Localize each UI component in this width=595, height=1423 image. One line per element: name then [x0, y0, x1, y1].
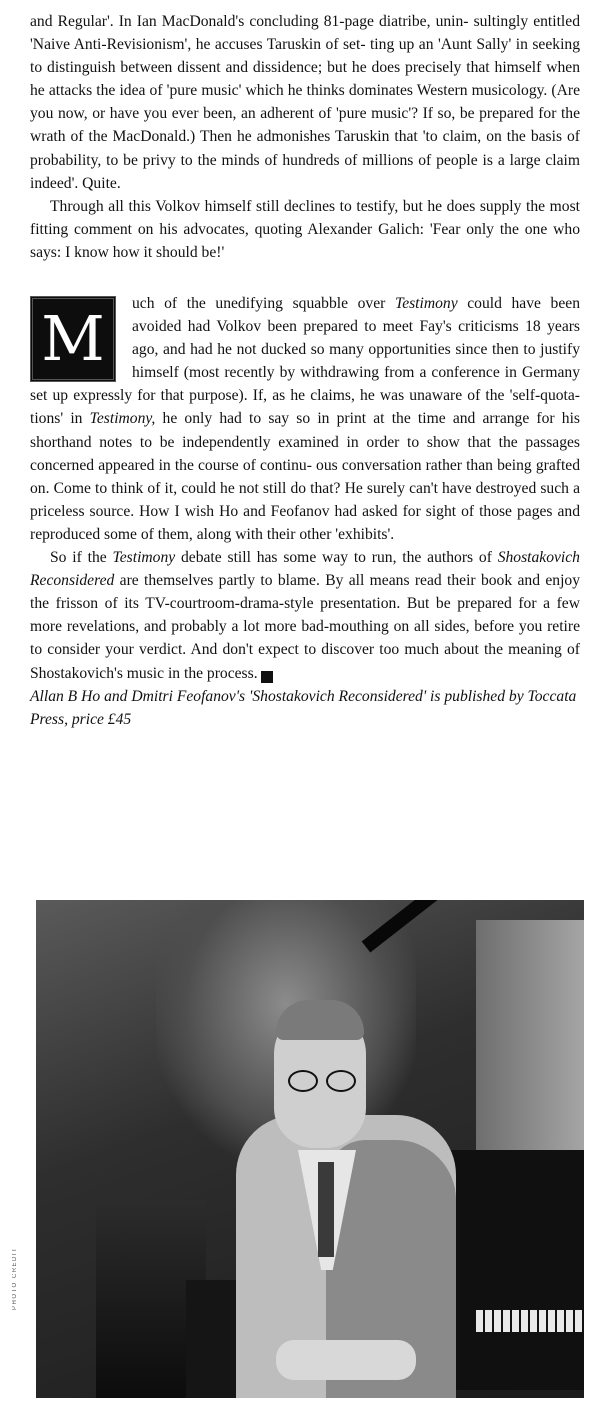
book-title: Testimony: [112, 549, 176, 567]
book-credit: Allan B Ho and Dmitri Feofanov's 'Shostakovich Reconsidered' is published by Toccata Press, price £45: [30, 687, 577, 728]
book-title: Testimony: [394, 295, 458, 312]
text-run: debate still has some way to run, the authors of: [175, 549, 498, 567]
photo-credit: PHOTO CREDIT: [12, 1246, 18, 1310]
paragraph: [30, 546, 580, 685]
photo-hair: [276, 1000, 364, 1040]
paragraph: and Regular'. In Ian MacDonald's concluding 81-page diatribe, unin- sultingly entitled 'Naive Anti-Revisionism', he accuses Taruskin of set- ting up an 'Aunt Sally' in seeking to distinguish between dissent and dissidence; but he does precisely that himself when he attacks the idea of 'pure music' which he thinks dominates Western musicology. (Are you now, or have you ever been, an adherent of 'pure music'? If so, be prepared for the wrath of the MacDonald.) Then he admonishes Taruskin that 'to claim, on the basis of probability, to be privy to the minds of hundreds of millions of people is a large claim indeed'. Quite.: [30, 13, 580, 192]
text-run: he only had to say so in print at the time and arrange for his shorthand notes to be independently examined in order to show that the passages concerned appeared in the course of continu- ous conversation rather than being grafted on. Come to think of it, could he not still do that? He surely can't have destroyed such a priceless source. How I wish Ho and Feofanov had asked for sight of those pages and reproduced some of them, along with their other 'exhibits'.: [30, 410, 580, 543]
portrait-photo: [36, 900, 584, 1398]
text-run: So if the: [50, 549, 113, 567]
book-title: Shostakovich Reconsidered: [30, 549, 580, 590]
photo-hands: [276, 1340, 416, 1380]
paragraph: Through all this Volkov himself still declines to testify, but he does supply the most fitting comment on his advocates, quoting Alexander Galich: 'Fear only the one who says: I know how it should be!': [30, 197, 580, 261]
article-block-1: [30, 10, 580, 264]
end-of-article-mark: M: [261, 671, 273, 683]
dropcap-letter: M: [30, 296, 116, 382]
photo-glasses-right: [326, 1070, 356, 1092]
paragraph-with-dropcap: [30, 292, 580, 546]
photo-tie: [318, 1162, 334, 1257]
photo-glasses-left: [288, 1070, 318, 1092]
article-block-2: [30, 262, 580, 731]
text-run: could have been avoided had Volkov been prepared to meet Fay's criticisms 18 years ago, and had he not ducked so many opportunities since then to justify himself (most recently by withdrawing from a conference in Germany set up expressly for that purpose). If, as he claims, he was unaware of the 'self-quota- tions' in: [30, 295, 580, 428]
text-run: uch of the unedifying squabble over: [132, 295, 395, 312]
photo-piano-keys: [476, 1310, 584, 1332]
text-run: are themselves partly to blame. By all means read their book and enjoy the frisson of its TV-courtroom-drama-style presentation. But be prepared for a few more revelations, and probably a lot more bad-mouthing on all sides, before you retire to consider your verdict. And don't expect to discover too much about the meaning of Shostakovich's music in the process.: [30, 572, 580, 682]
book-title: Testimony,: [89, 410, 156, 428]
